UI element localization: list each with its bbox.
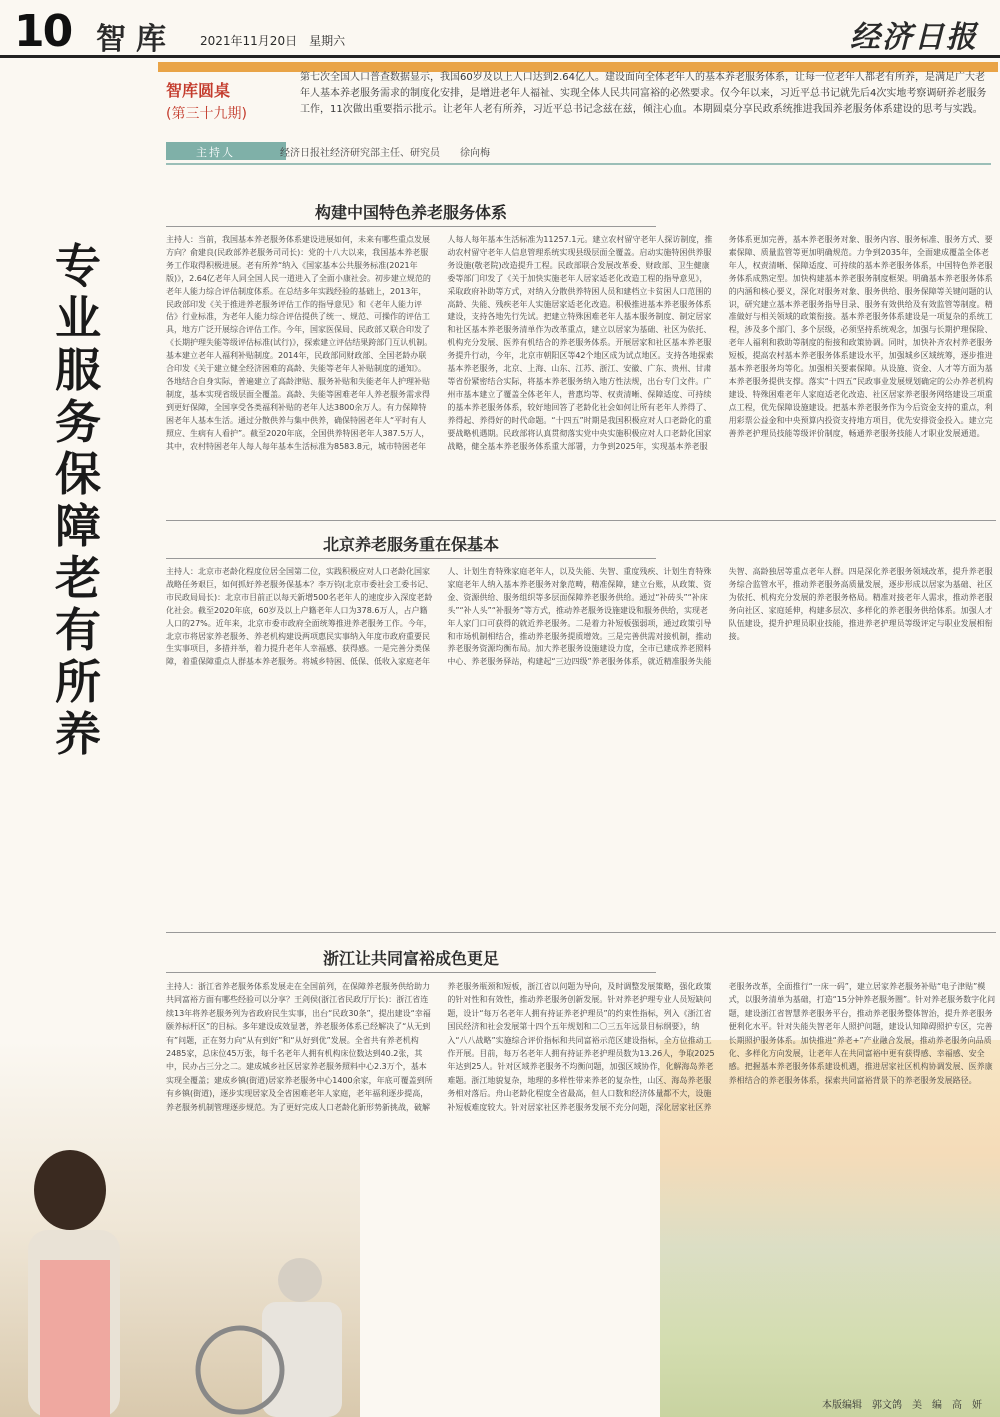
section-body-3: 主持人：浙江省养老服务体系发展走在全国前列，在保障养老服务供给助力共同富裕方面有哪些经验可以分享？王剑侯(浙江省民政厅厅长)：浙江省连续13年将养老服务列为省政府民生实事，出台“民政30条”，提出建设“幸福颐养标杆区”的目标。多年建设成效显著，养老服务体系已经解决了“从无到有”问题，正在努力向“从有到好”和“从好到优”发展。全省共有养老机构2485家，总床位45万张，每千名老年人拥有机构床位数达到40.2张，其中，民办占三分之二。建成城乡社区居家养老服务照料中心2.3万个，基本实现全覆盖；建成乡镇(街道)居家养老服务中心1400余家，年底可覆盖到所有乡镇(街道)，逐步实现居家及全省困难老年人家庭，老年福利逐步提高，养老服务机制管理逐步规范。为了更好完成人口老龄化新形势新挑战，破解养老服务瓶颈和短板，浙江省以问题为导向，及时调整发展策略，强化政策的针对性和有效性，推动养老服务创新发展。针对养老护理专业人员短缺问题，设计“每万名老年人拥有持证养老护理员”的约束性指标，列入《浙江省国民经济和社会发展第十四个五年规划和二〇三五年远景目标纲要》，纳入“八八战略”实施综合评价指标和共同富裕示范区建设指标，全方位推动工作开展。目前，每万名老年人拥有持证养老护理员数为13.26人，争取2025年达到25人。针对区域养老服务不均衡问题，加强区域协作，化解海岛养老难题。浙江地貌复杂，地理的多样性带来养老的复杂性，山区、海岛养老服务相对落后。舟山老龄化程度全省最高，但人口数和经济体量都不大，设施补短板难度较大。针对居家社区养老服务发展不充分问题，深化居家社区养老服务改革，全面推行“一床一码”，建立居家养老服务补贴“电子津贴”模式，以服务清单为基础，打造“15分钟养老服务圈”。针对养老服务数字化问题，建设浙江省智慧养老服务平台，推动养老服务整体智治，提升养老服务便利化水平。针对失能失智老年人照护问题，建设认知障碍照护专区，完善长期照护服务体系。加快推进“养老+”产业融合发展，推动养老服务向品质化、多样化方向发展，让老年人在共同富裕中更有获得感、幸福感、安全感。把握基本养老服务体系建设机遇，推进居家社区机构协调发展、医养康养相结合的养老服务体系，探索共同富裕背景下的养老服务发展路径。 (166, 982, 996, 1112)
section-body-1: 主持人：当前，我国基本养老服务体系建设进展如何，未来有哪些重点发展方向？俞建良(民政部养老服务司司长)：党的十八大以来，我国基本养老服务工作取得积极进展。老有所养“纳入《国家基本公共服务标准(2021年版)》，2.64亿老年人同全国人民一道进入了全面小康社会。初步建立规范的老年人能力综合评估制度体系。在总结多年实践经验的基础上，2013年，民政部印发《关于推进养老服务评估工作的指导意见》和《老年人能力评估》行业标准，为老年人能力综合评估提供了统一、规范、可操作的评估工具，地方广泛开展综合评估工作。今年，国家医保局、民政部又联合印发了《长期护理失能等级评估标准(试行)》，探索建立评估结果跨部门互认机制。基本建立老年人福利补贴制度。2014年，民政部同财政部、全国老龄办联合印发《关于建立健全经济困难的高龄、失能等老年人补贴制度的通知》。各地结合自身实际，普遍建立了高龄津贴、服务补贴和失能老年人护理补贴制度，基本实现省级层面全覆盖。高龄、失能等困难老年人养老服务需求得到更好保障，全国享受各类福利补贴的老年人达3800余万人。有力保障特困老年人基本生活。通过分散供养与集中供养，确保特困老年人“平时有人照应、生病有人看护”。截至2020年底，全国供养特困老年人387.5万人，其中，农村特困老年人每人每年基本生活标准为8583.8元，城市特困老年人每人每年基本生活标准为11257.1元。建立农村留守老年人探访制度，推动农村留守老年人信息管理系统实现县级层面全覆盖。启动实施特困供养服务设施(敬老院)改造提升工程。民政部联合发展改革委、财政部、卫生健康委等部门印发了《关于加快实施老年人居家适老化改造工程的指导意见》，采取政府补助等方式，对纳入分散供养特困人员和建档立卡贫困人口范围的高龄、失能、残疾老年人实施居家适老化改造。积极推进基本养老服务体系建设，支持各地先行先试。把建立特殊困难老年人基本服务制度、制定居家和社区基本养老服务清单作为改革重点，建立以居家为基础、社区为依托、机构充分发展、医养有机结合的养老服务体系。开展居家和社区基本养老服务提升行动，今年，北京市朝阳区等42个地区成为试点地区。支持各地探索基本养老服务，北京、上海、山东、江苏、浙江、安徽、广东、贵州、甘肃等省份紧密结合实际，将基本养老服务纳入地方性法规，出台专门文件。广州市基本建立了覆盖全体老年人，普惠均等、权责清晰、保障适度、可持续的基本养老服务体系，较好地回答了老龄化社会如何让所有老年人养得了、养得起、养得好的时代命题。“十四五”时期是我国积极应对人口老龄化的重要战略机遇期。民政部将认真贯彻落实党中央实施积极应对人口老龄化国家战略，健全基本养老服务体系重大部署，力争到2025年，实现基本养老服务体系更加完善，基本养老服务对象、服务内容、服务标准、服务方式、要素保障、质量监管等更加明确规范。力争到2035年，全面建成覆盖全体老年人，权责清晰、保障适度、可持续的基本养老服务体系，中国特色养老服务体系成熟定型。加快构建基本养老服务制度框架。明确基本养老服务体系的内涵和核心要义，深化对服务对象、服务供给、服务保障等关键问题的认识，研究建立基本养老服务指导目录、服务有效供给及有效监管等制度。精准做好与相关领域的政策衔接。基本养老服务体系建设是一项复杂的系统工程，涉及多个部门、多个层级，必须坚持系统观念，加强与长期护理保险、老年人福利和救助等制度的衔接和政策协调。同时，加快补齐农村养老服务短板，提高农村基本养老服务体系建设水平，加强城乡区域统筹，逐步推进基本养老服务均等化。加强相关要素保障。从设施、资金、人才等方面为基本养老服务提供支撑。落实“十四五”民政事业发展规划确定的公办养老机构建设、特殊困难老年人家庭适老化改造、社区居家养老服务网络建设三项重点工程，优先保障设施建设。把基本养老服务作为今后资金支持的重点，利用彩票公益金和中央预算内投资支持地方项目，优先安排资金投入。建立完善养老护理员技能等级评价制度，畅通养老服务技能人才职业发展通道。 (166, 235, 993, 451)
host-divider (166, 163, 991, 165)
section-title-2: 北京养老服务重在保基本 (322, 535, 499, 554)
newspaper-logo: 经济日报 (850, 20, 978, 55)
page-number: 10 (14, 6, 72, 57)
column-issue: (第三十九期) (166, 106, 247, 122)
host-name: 经济日报社经济研究部主任、研究员 徐向梅 (280, 148, 490, 159)
editor-credits: 本版编辑 郭文鸽 美 编 高 妍 (822, 1400, 982, 1411)
headline-vertical: 专业服务保障老有所养 (55, 239, 101, 761)
section-rule-3 (166, 972, 656, 973)
section-rule-2 (166, 558, 656, 559)
section-rule-1 (166, 226, 656, 227)
section-divider-2 (166, 520, 996, 521)
section-name: 智库 (96, 22, 176, 57)
section-body-2: 主持人：北京市老龄化程度位居全国第二位，实践积极应对人口老龄化国家战略任务艰巨，如何抓好养老服务保基本？李万钧(北京市委社会工委书记、市民政局局长)：北京市目前正以每天新增500名老年人的速度步入深度老龄化社会。截至2020年底，60岁及以上户籍老年人口为378.6万人，占户籍人口的27%。近年来，北京市委市政府全面统筹推进养老服务工作。今年，北京市将居家养老服务、养老机构建设两项惠民实事纳入年度市政府重要民生实事项目，多措并举，着力提升老年人幸福感、获得感。一是完善分类保障，着重保障重点人群基本养老服务。将城乡特困、低保、低收入家庭老年人、计划生育特殊家庭老年人，以及失能、失智、重度残疾、计划生育特殊家庭老年人纳入基本养老服务对象范畴，精准保障，建立台账，从政策、资金、资源供给、服务组织等多层面保障养老服务供给。通过“补砖头”“补床头”“补人头”“补服务”等方式，推动养老服务设施建设和服务供给，实现老年人家门口可获得的就近养老服务。二是着力补短板强弱项，通过政策引导和市场机制相结合，推动养老服务提质增效。三是完善供需对接机制，推动养老服务资源均衡布局。加大养老服务设施建设力度，全市已建成养老照料中心、养老服务驿站，构建起“三边四级”养老服务体系，就近精准服务失能失智、高龄独居等重点老年人群。四是深化养老服务领域改革，提升养老服务综合监管水平，推动养老服务高质量发展，逐步形成以居家为基础、社区为依托、机构充分发展的养老服务格局。精准对接老年人需求，推动养老服务向社区、家庭延伸，构建多层次、多样化的养老服务供给体系。加强人才队伍建设，提升护理员职业技能，推进养老护理员等级评定与职业发展相衔接。 (166, 567, 993, 667)
column-name: 智库圆桌 (166, 81, 231, 100)
section-divider-3 (166, 932, 996, 933)
column-title (166, 78, 286, 123)
host-label: 主持人 (196, 146, 235, 159)
intro-text: 第七次全国人口普查数据显示，我国60岁及以上人口达到2.64亿人。建设面向全体老年人的基本养老服务体系，让每一位老年人都老有所养，是满足广大老年人基本养老服务需求的制度化安排，是增进老年人福祉、实现全体人民共同富裕的必然要求。仅今年以来，习近平总书记就先后4次实地考察调研养老服务工作，11次做出重要指示批示。让老年人老有所养，习近平总书记念兹在兹，倾注心血。本期圆桌分享民政系统推进我国养老服务体系建设的思考与实践。 (300, 72, 987, 115)
page-header (0, 0, 1000, 58)
issue-date: 2021年11月20日 星期六 (200, 34, 346, 48)
section-title-1: 构建中国特色养老服务体系 (314, 203, 507, 222)
section-title-3: 浙江让共同富裕成色更足 (322, 949, 499, 968)
